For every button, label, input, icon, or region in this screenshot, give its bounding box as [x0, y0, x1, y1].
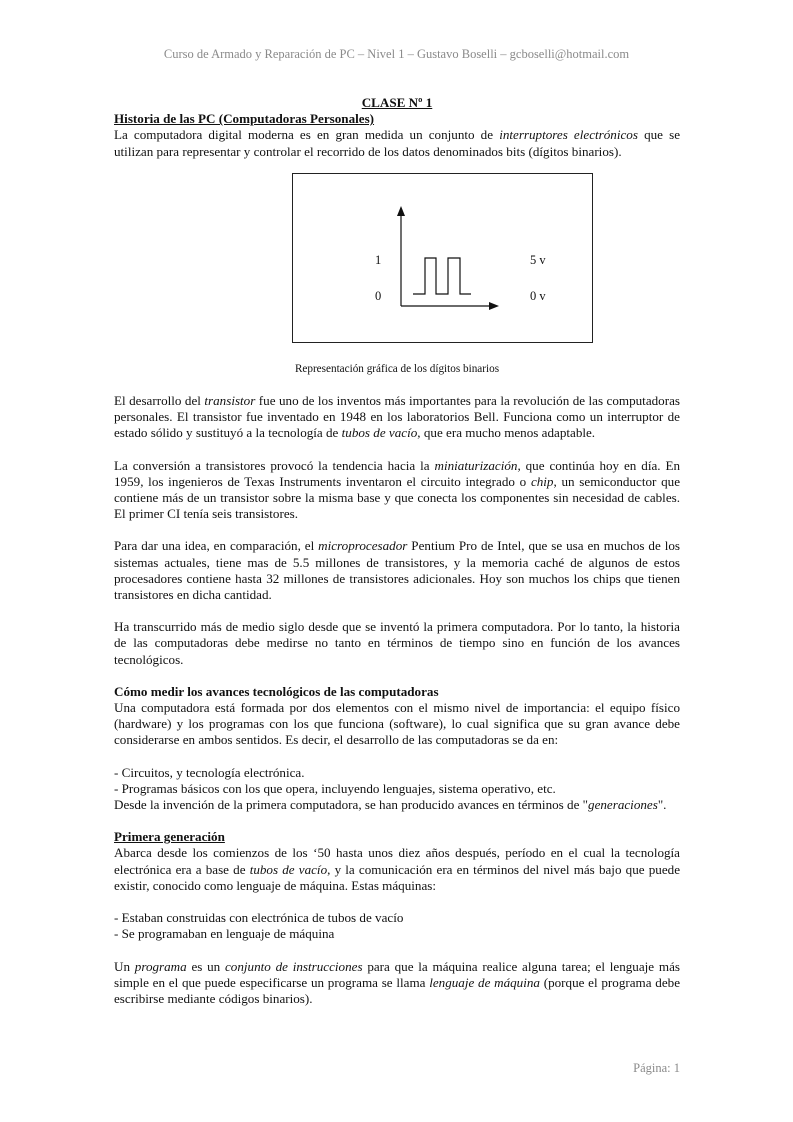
section-heading-avances: Cómo medir los avances tecnológicos de las computadoras: [114, 683, 439, 699]
text-run: , un semiconductor que contiene más de un transistor sobre la misma base y que conecta los componentes sin necesidad de cables. El primer CI tenía seis transistores.: [114, 473, 681, 522]
paragraph-generaciones: [114, 797, 680, 813]
x-axis-arrowhead: [489, 302, 499, 310]
page-header: Curso de Armado y Reparación de PC – Nivel 1 – Gustavo Boselli – gcboselli@hotmail.com: [163, 47, 630, 61]
y-axis-arrowhead: [397, 206, 405, 216]
text-run: que continúa hoy en día. En 1959, los ingenieros de Texas Instruments inventaron el circuito integrado o: [114, 457, 680, 489]
list-item: - Programas básicos con los que opera, incluyendo lenguajes, sistema operativo, etc.: [114, 780, 556, 796]
spacer: [114, 943, 680, 959]
label-binary-one: 1: [375, 252, 382, 267]
spacer: [114, 813, 680, 829]
text-run: El desarrollo del: [114, 393, 205, 409]
section-heading-primera-generacion: Primera generación: [114, 829, 225, 845]
figure-caption: Representación gráfica de los dígitos binarios: [294, 362, 500, 375]
text-run: (porque el programa debe escribirse mediante códigos binarios).: [114, 974, 681, 1006]
emphasis-text: transistor: [204, 393, 256, 409]
paragraph-intro: [114, 127, 680, 159]
paragraph-historia: Ha transcurrido más de medio siglo desde que se inventó la primera computadora. Por lo tanto, la historia de las computadoras debe medirse no tanto en términos de tiempo sino en función de los avances tecnológicos.: [114, 619, 680, 667]
paragraph-microprocesador: [114, 538, 680, 603]
square-wave-signal: [413, 258, 471, 294]
emphasis-text: microprocesador: [318, 538, 408, 554]
spacer: [114, 442, 680, 458]
text-run: La computadora digital moderna es en gran medida un conjunto de: [114, 127, 500, 143]
label-binary-zero: 0: [375, 288, 382, 303]
emphasis-text: programa: [134, 958, 187, 974]
binary-signal-diagram: [293, 174, 592, 342]
text-run: , que era mucho menos adaptable.: [417, 425, 596, 441]
text-run: Abarca desde los comienzos de los ‘50 hasta unos diez años después, período en el cual la tecnología electrónica era a base de: [114, 845, 680, 877]
text-run: La conversión a transistores provocó la tendencia hacia la: [114, 457, 435, 473]
text-run: es un: [186, 958, 225, 974]
spacer: [114, 522, 680, 538]
emphasis-text: chip: [530, 473, 554, 489]
list-item: - Estaban construidas con electrónica de tubos de vacío: [114, 910, 404, 926]
page-content: [114, 95, 680, 1007]
list-item: - Circuitos, y tecnología electrónica.: [114, 764, 305, 780]
emphasis-text: interruptores electrónicos: [499, 127, 638, 143]
spacer: [114, 603, 680, 619]
page-number: Página: 1: [633, 1061, 680, 1075]
spacer: [114, 377, 680, 393]
text-run: Para dar una idea, en comparación, el: [114, 538, 319, 554]
class-title: CLASE Nº 1: [361, 95, 433, 110]
text-run: fue uno de los inventos más importantes para la revolución de las computadoras personales. El transistor fue inventado en 1948 en los laboratorios Bell. Funciona como un interruptor de estado sólido y sustituyó a la tecnología de: [114, 393, 680, 441]
binary-digits-figure: [292, 173, 593, 343]
spacer: [114, 894, 680, 910]
emphasis-text: lenguaje de máquina: [429, 974, 540, 990]
emphasis-text: tubos de vacío: [249, 861, 328, 877]
emphasis-text: tubos de vacío: [341, 425, 418, 441]
paragraph-programa: [114, 959, 680, 1008]
section-heading-historia: Historia de las PC (Computadoras Personales): [114, 111, 375, 127]
text-run: para que la máquina realice alguna tarea; el lenguaje más simple en el que puede especificarse un programa se llama: [114, 958, 680, 990]
text-run: que se utilizan para representar y controlar el recorrido de los datos denominados bits (dígitos binarios).: [114, 127, 681, 159]
text-run: , y la comunicación era en términos del nivel más bajo que puede existir, conocido como lenguaje de máquina. Estas máquinas:: [114, 861, 681, 893]
emphasis-text: miniaturización,: [434, 457, 521, 473]
list-item: - Se programaban en lenguaje de máquina: [114, 926, 335, 942]
spacer: [114, 668, 680, 684]
text-run: Desde la invención de la primera computadora, se han producido avances en términos de ": [114, 797, 589, 813]
emphasis-text: conjunto de instrucciones: [225, 958, 363, 974]
paragraph-miniaturizacion: [114, 458, 680, 523]
label-0-volts: 0 v: [530, 288, 546, 303]
text-run: Pentium Pro de Intel, que se usa en muchos de los sistemas actuales, tiene mas de 5.5 millones de transistores, y la memoria caché de algunos de estos procesadores contiene hasta 32 millones de transistores adicionales. Hoy son muchos los chips que tienen transistores en dicha cantidad.: [114, 538, 680, 603]
label-5-volts: 5 v: [530, 252, 546, 267]
spacer: [114, 749, 680, 765]
text-run: Un: [114, 958, 135, 974]
paragraph-hardware-software: Una computadora está formada por dos elementos con el mismo nivel de importancia: el equipo físico (hardware) y los programas con los que funciona (software), lo cual significa que su gran avance debe considerarse en ambos sentidos. Es decir, el desarrollo de las computadoras se da en:: [114, 700, 680, 748]
text-run: ".: [657, 797, 667, 813]
paragraph-primera-generacion: [114, 845, 680, 894]
emphasis-text: generaciones: [588, 797, 658, 813]
paragraph-transistor: [114, 393, 680, 442]
